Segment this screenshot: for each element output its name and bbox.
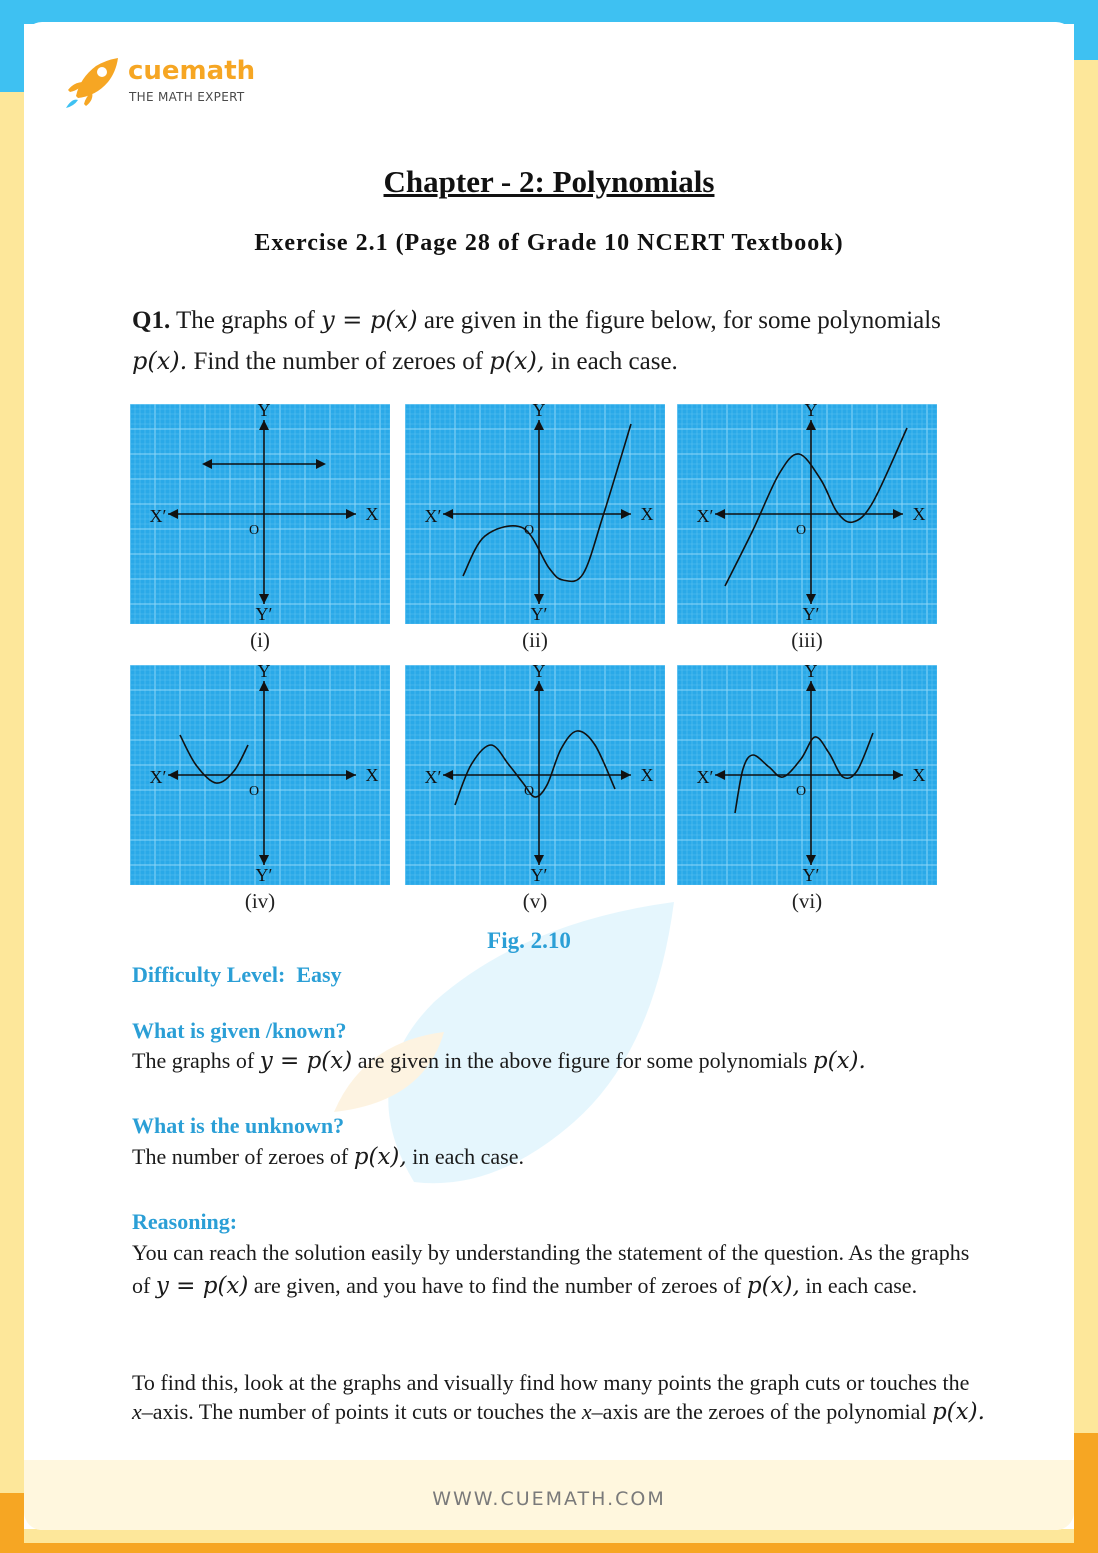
unknown-part2: in each case.	[406, 1144, 524, 1169]
frame-left-top-band	[0, 0, 24, 92]
x-axis-label: X	[365, 504, 379, 524]
graph-iv	[130, 665, 390, 885]
graph-iii-label: (iii)	[791, 628, 823, 652]
reasoning-p1-part1: You can reach the solution easily by understanding the statement of the question. As the graphs of	[132, 1240, 970, 1298]
y-axis-label: Y	[532, 404, 546, 420]
reasoning-p2-x1: x	[132, 1399, 142, 1424]
y-axis-label: Y	[804, 665, 818, 681]
frame-left-band	[0, 92, 24, 1553]
difficulty-label: Difficulty Level:	[132, 962, 286, 987]
origin-label: O	[795, 784, 807, 799]
question-part3: Find the number of zeroes of	[187, 348, 490, 375]
unknown-math1: p(x),	[353, 1144, 407, 1170]
origin-label: O	[248, 523, 260, 538]
footer-url[interactable]: WWW.CUEMATH.COM	[432, 1488, 666, 1510]
given-part2: are given in the above figure for some polynomials	[352, 1048, 813, 1073]
y-axis-label: Y	[804, 404, 818, 420]
x-axis-label: X	[912, 765, 926, 785]
given-heading: What is given /known?	[132, 1018, 347, 1043]
rocket-logo-icon	[62, 52, 122, 112]
reasoning-paragraph-1	[132, 1236, 992, 1303]
x-axis-neg-label: X′	[696, 506, 714, 526]
frame-bottom-right-orange	[1074, 1433, 1098, 1553]
graph-i	[130, 404, 390, 624]
graph-ii-label: (ii)	[522, 628, 548, 652]
reasoning-p1-math1: y = p(x)	[155, 1273, 249, 1299]
worksheet-page	[24, 22, 1074, 1530]
x-axis-label: X	[640, 765, 654, 785]
question-label: Q1.	[132, 307, 171, 334]
origin-label: O	[523, 784, 535, 799]
x-axis-label: X	[365, 765, 379, 785]
x-axis-label: X	[912, 504, 926, 524]
reasoning-paragraph-2	[132, 1368, 992, 1427]
page-subtitle: Exercise 2.1 (Page 28 of Grade 10 NCERT Textbook)	[254, 230, 844, 256]
y-axis-label: Y	[257, 404, 271, 420]
cuemath-logo[interactable]	[62, 52, 322, 112]
y-axis-neg-label: Y′	[802, 604, 820, 624]
figure-caption: Fig. 2.10	[487, 928, 571, 953]
frame-right-band	[1074, 60, 1098, 1553]
y-axis-neg-label: Y′	[530, 865, 548, 885]
origin-label: O	[248, 784, 260, 799]
question-text	[132, 300, 982, 382]
graph-vi-label: (vi)	[791, 889, 823, 913]
graph-ii-plot	[405, 404, 665, 624]
y-axis-neg-label: Y′	[530, 604, 548, 624]
brand-name: cuemath	[128, 56, 256, 86]
graph-vi-plot	[677, 665, 937, 885]
graph-iv-plot	[130, 665, 390, 885]
x-axis-neg-label: X′	[696, 767, 714, 787]
graph-v-label: (v)	[522, 889, 548, 913]
question-part2: are given in the figure below, for some polynomials	[417, 307, 941, 334]
reasoning-p2-part3: –axis are the zeroes of the polynomial	[591, 1399, 932, 1424]
y-axis-label: Y	[257, 665, 271, 681]
x-axis-neg-label: X′	[149, 767, 167, 787]
graph-v	[405, 665, 665, 885]
graph-i-plot	[130, 404, 390, 624]
question-part4: in each case.	[544, 348, 678, 375]
y-axis-neg-label: Y′	[802, 865, 820, 885]
difficulty-line	[132, 962, 342, 988]
y-axis-neg-label: Y′	[255, 604, 273, 624]
y-axis-label: Y	[532, 665, 546, 681]
origin-label: O	[523, 523, 535, 538]
graph-iii-plot	[677, 404, 937, 624]
reasoning-p1-part2: are given, and you have to find the number of zeroes of	[248, 1273, 747, 1298]
question-math3: p(x),	[489, 347, 545, 375]
reasoning-p2-part1: To find this, look at the graphs and visually find how many points the graph cuts or touches the	[132, 1370, 970, 1395]
x-axis-neg-label: X′	[424, 767, 442, 787]
origin-label: O	[795, 523, 807, 538]
reasoning-p2-part2: –axis. The number of points it cuts or touches the	[141, 1399, 582, 1424]
unknown-heading: What is the unknown?	[132, 1113, 345, 1138]
question-math1: y = p(x)	[321, 306, 418, 334]
frame-bottom-orange	[0, 1543, 1098, 1553]
given-math2: p(x).	[812, 1048, 866, 1074]
graph-vi	[677, 665, 937, 885]
unknown-text	[132, 1142, 992, 1172]
frame-bottom-left-orange	[0, 1493, 24, 1553]
brand-tagline: THE MATH EXPERT	[129, 90, 245, 104]
reasoning-p2-math: p(x).	[931, 1399, 985, 1425]
unknown-part1: The number of zeroes of	[132, 1144, 354, 1169]
graph-ii	[405, 404, 665, 624]
question-part1: The graphs of	[170, 307, 322, 334]
reasoning-heading: Reasoning:	[132, 1209, 238, 1234]
frame-top-band	[0, 0, 1098, 24]
reasoning-p1-part3: in each case.	[799, 1273, 918, 1298]
graph-iv-label: (iv)	[244, 889, 276, 913]
graph-i-label: (i)	[250, 628, 270, 652]
given-part1: The graphs of	[132, 1048, 260, 1073]
given-text	[132, 1046, 992, 1076]
graph-iii	[677, 404, 937, 624]
reasoning-p2-x2: x	[581, 1399, 592, 1424]
x-axis-neg-label: X′	[149, 506, 167, 526]
given-math1: y = p(x)	[259, 1048, 353, 1074]
reasoning-p1-math2: p(x),	[746, 1273, 800, 1299]
page-title: Chapter - 2: Polynomials	[383, 164, 715, 199]
question-math2: p(x).	[132, 347, 188, 375]
difficulty-value: Easy	[296, 962, 342, 987]
x-axis-neg-label: X′	[424, 506, 442, 526]
y-axis-neg-label: Y′	[255, 865, 273, 885]
frame-right-top-band	[1074, 0, 1098, 60]
x-axis-label: X	[640, 504, 654, 524]
graph-v-plot	[405, 665, 665, 885]
